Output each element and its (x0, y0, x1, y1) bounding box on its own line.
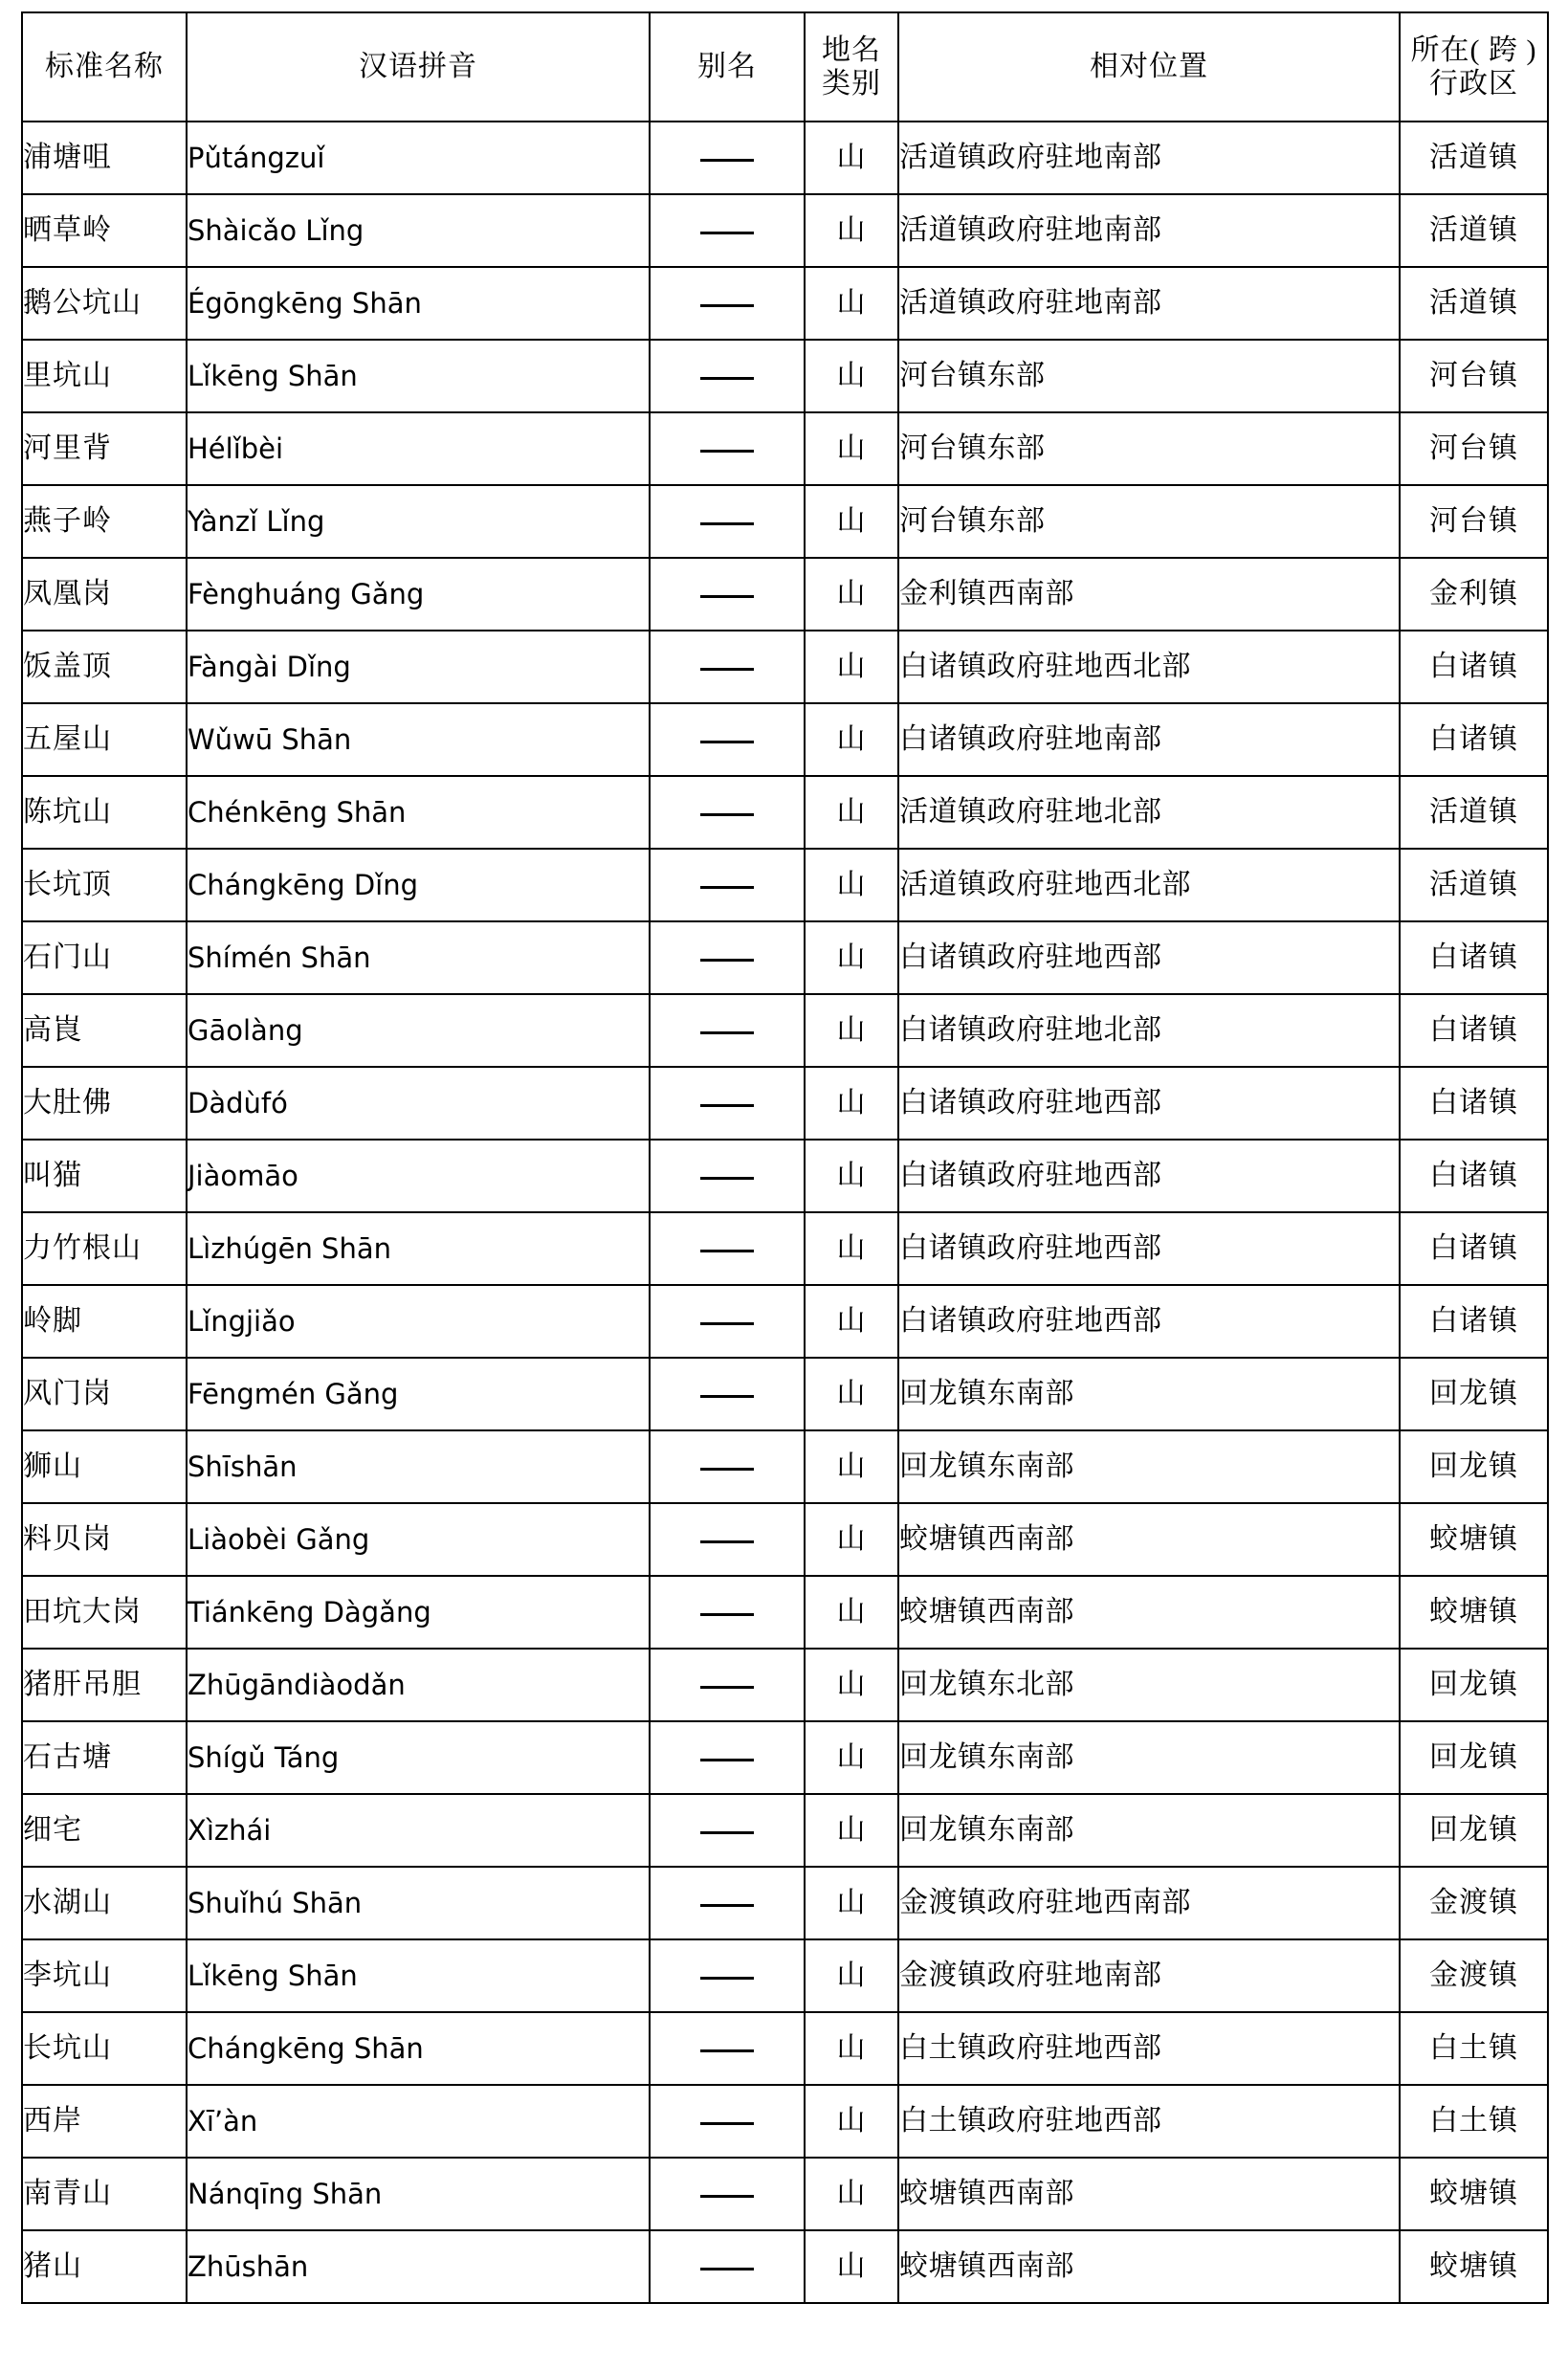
cell-relative-position: 活道镇政府驻地北部 (898, 776, 1400, 849)
table-row (22, 1867, 1548, 1939)
cell-alias (650, 412, 805, 485)
cell-standard-name: 晒草岭 (22, 194, 187, 267)
cell-alias (650, 631, 805, 703)
cell-administrative-district: 金渡镇 (1400, 1867, 1548, 1939)
cell-administrative-district: 回龙镇 (1400, 1430, 1548, 1503)
cell-administrative-district: 金渡镇 (1400, 1939, 1548, 2012)
cell-standard-name: 里坑山 (22, 340, 187, 412)
column-header-relative-position (898, 12, 1400, 122)
cell-alias (650, 1140, 805, 1212)
cell-pinyin: Chénkēng Shān (187, 776, 650, 849)
cell-place-type: 山 (805, 340, 898, 412)
cell-relative-position: 白土镇政府驻地西部 (898, 2085, 1400, 2158)
cell-relative-position: 白诸镇政府驻地西部 (898, 1212, 1400, 1285)
cell-administrative-district: 回龙镇 (1400, 1358, 1548, 1430)
cell-pinyin: Shígǔ Táng (187, 1721, 650, 1794)
cell-pinyin: Shīshān (187, 1430, 650, 1503)
alias-dash-icon (700, 668, 754, 671)
cell-standard-name: 燕子岭 (22, 485, 187, 558)
cell-alias (650, 849, 805, 921)
column-header-pinyin-line1: 汉语拼音 (359, 51, 477, 83)
cell-relative-position: 活道镇政府驻地西北部 (898, 849, 1400, 921)
cell-relative-position: 白诸镇政府驻地南部 (898, 703, 1400, 776)
cell-pinyin: Shuǐhú Shān (187, 1867, 650, 1939)
cell-alias (650, 703, 805, 776)
cell-standard-name: 南青山 (22, 2158, 187, 2230)
column-header-administrative-district-line1: 所在( 跨 ) (1410, 33, 1537, 66)
cell-pinyin: Gāolàng (187, 994, 650, 1067)
cell-standard-name: 五屋山 (22, 703, 187, 776)
cell-administrative-district: 活道镇 (1400, 849, 1548, 921)
table-row (22, 994, 1548, 1067)
cell-administrative-district: 活道镇 (1400, 776, 1548, 849)
cell-alias (650, 994, 805, 1067)
cell-place-type: 山 (805, 412, 898, 485)
cell-standard-name: 细宅 (22, 1794, 187, 1867)
cell-administrative-district: 白诸镇 (1400, 1285, 1548, 1358)
cell-standard-name: 石古塘 (22, 1721, 187, 1794)
alias-dash-icon (700, 1831, 754, 1834)
table-row (22, 1067, 1548, 1140)
cell-alias (650, 558, 805, 631)
cell-pinyin: Zhūgāndiàodǎn (187, 1649, 650, 1721)
cell-place-type: 山 (805, 485, 898, 558)
cell-place-type: 山 (805, 994, 898, 1067)
cell-alias (650, 194, 805, 267)
cell-alias (650, 1649, 805, 1721)
cell-alias (650, 1794, 805, 1867)
alias-dash-icon (700, 741, 754, 743)
cell-relative-position: 河台镇东部 (898, 412, 1400, 485)
cell-standard-name: 长坑顶 (22, 849, 187, 921)
table-row (22, 2012, 1548, 2085)
cell-pinyin: Yànzǐ Lǐng (187, 485, 650, 558)
cell-administrative-district: 白诸镇 (1400, 1067, 1548, 1140)
cell-place-type: 山 (805, 1430, 898, 1503)
cell-standard-name: 李坑山 (22, 1939, 187, 2012)
alias-dash-icon (700, 2268, 754, 2270)
cell-pinyin: Chángkēng Dǐng (187, 849, 650, 921)
cell-alias (650, 1430, 805, 1503)
cell-administrative-district: 活道镇 (1400, 122, 1548, 194)
cell-standard-name: 河里背 (22, 412, 187, 485)
cell-standard-name: 浦塘咀 (22, 122, 187, 194)
cell-administrative-district: 回龙镇 (1400, 1649, 1548, 1721)
cell-place-type: 山 (805, 267, 898, 340)
table-row (22, 1649, 1548, 1721)
cell-standard-name: 鹅公坑山 (22, 267, 187, 340)
cell-alias (650, 1067, 805, 1140)
cell-standard-name: 水湖山 (22, 1867, 187, 1939)
cell-administrative-district: 白诸镇 (1400, 921, 1548, 994)
alias-dash-icon (700, 886, 754, 889)
alias-dash-icon (700, 813, 754, 816)
column-header-alias (650, 12, 805, 122)
cell-relative-position: 活道镇政府驻地南部 (898, 194, 1400, 267)
cell-place-type: 山 (805, 1576, 898, 1649)
alias-dash-icon (700, 522, 754, 525)
cell-standard-name: 猪山 (22, 2230, 187, 2303)
table-row (22, 1794, 1548, 1867)
column-header-place-type-line1: 地名 (822, 33, 881, 66)
cell-relative-position: 河台镇东部 (898, 485, 1400, 558)
cell-relative-position: 回龙镇东南部 (898, 1794, 1400, 1867)
table-row (22, 1721, 1548, 1794)
cell-administrative-district: 蛟塘镇 (1400, 1503, 1548, 1576)
cell-relative-position: 回龙镇东南部 (898, 1721, 1400, 1794)
cell-relative-position: 白诸镇政府驻地西北部 (898, 631, 1400, 703)
cell-place-type: 山 (805, 703, 898, 776)
cell-place-type: 山 (805, 1358, 898, 1430)
cell-administrative-district: 金利镇 (1400, 558, 1548, 631)
cell-alias (650, 485, 805, 558)
cell-pinyin: Fènghuáng Gǎng (187, 558, 650, 631)
cell-relative-position: 金渡镇政府驻地南部 (898, 1939, 1400, 2012)
alias-dash-icon (700, 1613, 754, 1616)
table-row (22, 849, 1548, 921)
table-row (22, 340, 1548, 412)
cell-relative-position: 蛟塘镇西南部 (898, 2230, 1400, 2303)
table-row (22, 2230, 1548, 2303)
table-row (22, 1140, 1548, 1212)
cell-standard-name: 饭盖顶 (22, 631, 187, 703)
alias-dash-icon (700, 2122, 754, 2125)
column-header-standard-name-line1: 标准名称 (45, 51, 164, 83)
cell-place-type: 山 (805, 1285, 898, 1358)
cell-standard-name: 高崀 (22, 994, 187, 1067)
cell-standard-name: 叫猫 (22, 1140, 187, 1212)
cell-pinyin: Fàngài Dǐng (187, 631, 650, 703)
column-header-administrative-district-line2: 行政区 (1429, 68, 1518, 100)
cell-place-type: 山 (805, 194, 898, 267)
cell-standard-name: 猪肝吊胆 (22, 1649, 187, 1721)
cell-pinyin: Lǐngjiǎo (187, 1285, 650, 1358)
alias-dash-icon (700, 1540, 754, 1543)
table-header (22, 12, 1548, 122)
alias-dash-icon (700, 2195, 754, 2198)
cell-place-type: 山 (805, 1721, 898, 1794)
table-row (22, 703, 1548, 776)
cell-alias (650, 1721, 805, 1794)
cell-pinyin: Lǐkēng Shān (187, 1939, 650, 2012)
cell-administrative-district: 白诸镇 (1400, 631, 1548, 703)
cell-relative-position: 蛟塘镇西南部 (898, 1576, 1400, 1649)
cell-place-type: 山 (805, 2230, 898, 2303)
cell-relative-position: 回龙镇东南部 (898, 1358, 1400, 1430)
cell-alias (650, 1358, 805, 1430)
cell-pinyin: Fēngmén Gǎng (187, 1358, 650, 1430)
cell-administrative-district: 回龙镇 (1400, 1721, 1548, 1794)
alias-dash-icon (700, 2049, 754, 2052)
cell-administrative-district: 回龙镇 (1400, 1794, 1548, 1867)
cell-place-type: 山 (805, 558, 898, 631)
table-row (22, 1939, 1548, 2012)
cell-place-type: 山 (805, 631, 898, 703)
cell-place-type: 山 (805, 1140, 898, 1212)
cell-administrative-district: 活道镇 (1400, 194, 1548, 267)
cell-alias (650, 1503, 805, 1576)
cell-pinyin: Jiàomāo (187, 1140, 650, 1212)
cell-administrative-district: 蛟塘镇 (1400, 1576, 1548, 1649)
cell-standard-name: 田坑大岗 (22, 1576, 187, 1649)
alias-dash-icon (700, 1395, 754, 1398)
cell-pinyin: Xìzhái (187, 1794, 650, 1867)
cell-administrative-district: 河台镇 (1400, 485, 1548, 558)
cell-administrative-district: 蛟塘镇 (1400, 2158, 1548, 2230)
cell-alias (650, 1939, 805, 2012)
cell-relative-position: 白诸镇政府驻地西部 (898, 1140, 1400, 1212)
table-row (22, 1430, 1548, 1503)
cell-administrative-district: 白诸镇 (1400, 703, 1548, 776)
cell-relative-position: 蛟塘镇西南部 (898, 1503, 1400, 1576)
cell-relative-position: 活道镇政府驻地南部 (898, 122, 1400, 194)
cell-administrative-district: 河台镇 (1400, 412, 1548, 485)
table-row (22, 2085, 1548, 2158)
alias-dash-icon (700, 1686, 754, 1689)
cell-place-type: 山 (805, 1212, 898, 1285)
cell-alias (650, 2012, 805, 2085)
cell-standard-name: 陈坑山 (22, 776, 187, 849)
cell-place-type: 山 (805, 122, 898, 194)
table-row (22, 921, 1548, 994)
column-header-place-type-line2: 类别 (822, 68, 881, 100)
column-header-pinyin (187, 12, 650, 122)
alias-dash-icon (700, 1250, 754, 1252)
cell-standard-name: 料贝岗 (22, 1503, 187, 1576)
cell-relative-position: 白诸镇政府驻地西部 (898, 921, 1400, 994)
table-row (22, 1576, 1548, 1649)
cell-relative-position: 金利镇西南部 (898, 558, 1400, 631)
cell-administrative-district: 白土镇 (1400, 2012, 1548, 2085)
cell-pinyin: Shàicǎo Lǐng (187, 194, 650, 267)
alias-dash-icon (700, 1322, 754, 1325)
cell-administrative-district: 蛟塘镇 (1400, 2230, 1548, 2303)
cell-relative-position: 回龙镇东南部 (898, 1430, 1400, 1503)
cell-standard-name: 石门山 (22, 921, 187, 994)
table-row (22, 631, 1548, 703)
cell-relative-position: 白土镇政府驻地西部 (898, 2012, 1400, 2085)
alias-dash-icon (700, 304, 754, 307)
table-row (22, 122, 1548, 194)
cell-standard-name: 风门岗 (22, 1358, 187, 1430)
cell-place-type: 山 (805, 1067, 898, 1140)
cell-place-type: 山 (805, 1867, 898, 1939)
cell-alias (650, 776, 805, 849)
cell-relative-position: 金渡镇政府驻地西南部 (898, 1867, 1400, 1939)
cell-pinyin: Dàdùfó (187, 1067, 650, 1140)
table-row (22, 1503, 1548, 1576)
alias-dash-icon (700, 595, 754, 598)
cell-standard-name: 凤凰岗 (22, 558, 187, 631)
cell-standard-name: 岭脚 (22, 1285, 187, 1358)
cell-alias (650, 2230, 805, 2303)
column-header-standard-name (22, 12, 187, 122)
cell-relative-position: 白诸镇政府驻地西部 (898, 1067, 1400, 1140)
table-row (22, 1285, 1548, 1358)
alias-dash-icon (700, 1759, 754, 1761)
cell-alias (650, 122, 805, 194)
cell-relative-position: 白诸镇政府驻地北部 (898, 994, 1400, 1067)
cell-place-type: 山 (805, 1503, 898, 1576)
alias-dash-icon (700, 1031, 754, 1034)
table-row (22, 558, 1548, 631)
cell-pinyin: Wǔwū Shān (187, 703, 650, 776)
cell-alias (650, 1212, 805, 1285)
cell-place-type: 山 (805, 1939, 898, 2012)
cell-alias (650, 267, 805, 340)
alias-dash-icon (700, 377, 754, 380)
cell-administrative-district: 活道镇 (1400, 267, 1548, 340)
table-row (22, 267, 1548, 340)
cell-place-type: 山 (805, 776, 898, 849)
alias-dash-icon (700, 232, 754, 234)
cell-pinyin: Égōngkēng Shān (187, 267, 650, 340)
place-name-table (21, 11, 1549, 2304)
cell-standard-name: 长坑山 (22, 2012, 187, 2085)
alias-dash-icon (700, 1904, 754, 1907)
table-body (22, 122, 1548, 2303)
cell-pinyin: Pǔtángzuǐ (187, 122, 650, 194)
cell-pinyin: Nánqīng Shān (187, 2158, 650, 2230)
cell-relative-position: 回龙镇东北部 (898, 1649, 1400, 1721)
column-header-relative-position-line1: 相对位置 (1090, 51, 1208, 83)
table-row (22, 485, 1548, 558)
cell-alias (650, 1867, 805, 1939)
cell-place-type: 山 (805, 921, 898, 994)
table-row (22, 194, 1548, 267)
cell-standard-name: 大肚佛 (22, 1067, 187, 1140)
cell-standard-name: 狮山 (22, 1430, 187, 1503)
alias-dash-icon (700, 1104, 754, 1107)
cell-alias (650, 340, 805, 412)
header-row (22, 12, 1548, 122)
cell-administrative-district: 河台镇 (1400, 340, 1548, 412)
cell-standard-name: 西岸 (22, 2085, 187, 2158)
cell-alias (650, 2085, 805, 2158)
table-row (22, 412, 1548, 485)
cell-alias (650, 921, 805, 994)
column-header-administrative-district (1400, 12, 1548, 122)
cell-administrative-district: 白诸镇 (1400, 994, 1548, 1067)
cell-relative-position: 白诸镇政府驻地西部 (898, 1285, 1400, 1358)
column-header-place-type (805, 12, 898, 122)
cell-pinyin: Shímén Shān (187, 921, 650, 994)
cell-standard-name: 力竹根山 (22, 1212, 187, 1285)
cell-pinyin: Chángkēng Shān (187, 2012, 650, 2085)
cell-pinyin: Lǐkēng Shān (187, 340, 650, 412)
table-row (22, 776, 1548, 849)
table-row (22, 1212, 1548, 1285)
cell-place-type: 山 (805, 1649, 898, 1721)
cell-pinyin: Liàobèi Gǎng (187, 1503, 650, 1576)
cell-place-type: 山 (805, 2012, 898, 2085)
cell-relative-position: 活道镇政府驻地南部 (898, 267, 1400, 340)
alias-dash-icon (700, 159, 754, 162)
table-row (22, 2158, 1548, 2230)
cell-administrative-district: 白诸镇 (1400, 1212, 1548, 1285)
cell-administrative-district: 白土镇 (1400, 2085, 1548, 2158)
column-header-alias-line1: 别名 (697, 51, 757, 83)
cell-place-type: 山 (805, 1794, 898, 1867)
alias-dash-icon (700, 1977, 754, 1980)
alias-dash-icon (700, 1177, 754, 1180)
alias-dash-icon (700, 959, 754, 962)
cell-alias (650, 2158, 805, 2230)
cell-administrative-district: 白诸镇 (1400, 1140, 1548, 1212)
cell-alias (650, 1285, 805, 1358)
cell-relative-position: 蛟塘镇西南部 (898, 2158, 1400, 2230)
table-row (22, 1358, 1548, 1430)
cell-relative-position: 河台镇东部 (898, 340, 1400, 412)
alias-dash-icon (700, 1468, 754, 1471)
cell-pinyin: Hélǐbèi (187, 412, 650, 485)
cell-place-type: 山 (805, 849, 898, 921)
cell-pinyin: Tiánkēng Dàgǎng (187, 1576, 650, 1649)
cell-alias (650, 1576, 805, 1649)
cell-pinyin: Zhūshān (187, 2230, 650, 2303)
cell-place-type: 山 (805, 2085, 898, 2158)
cell-pinyin: Lìzhúgēn Shān (187, 1212, 650, 1285)
alias-dash-icon (700, 450, 754, 453)
cell-pinyin: Xī’àn (187, 2085, 650, 2158)
cell-place-type: 山 (805, 2158, 898, 2230)
